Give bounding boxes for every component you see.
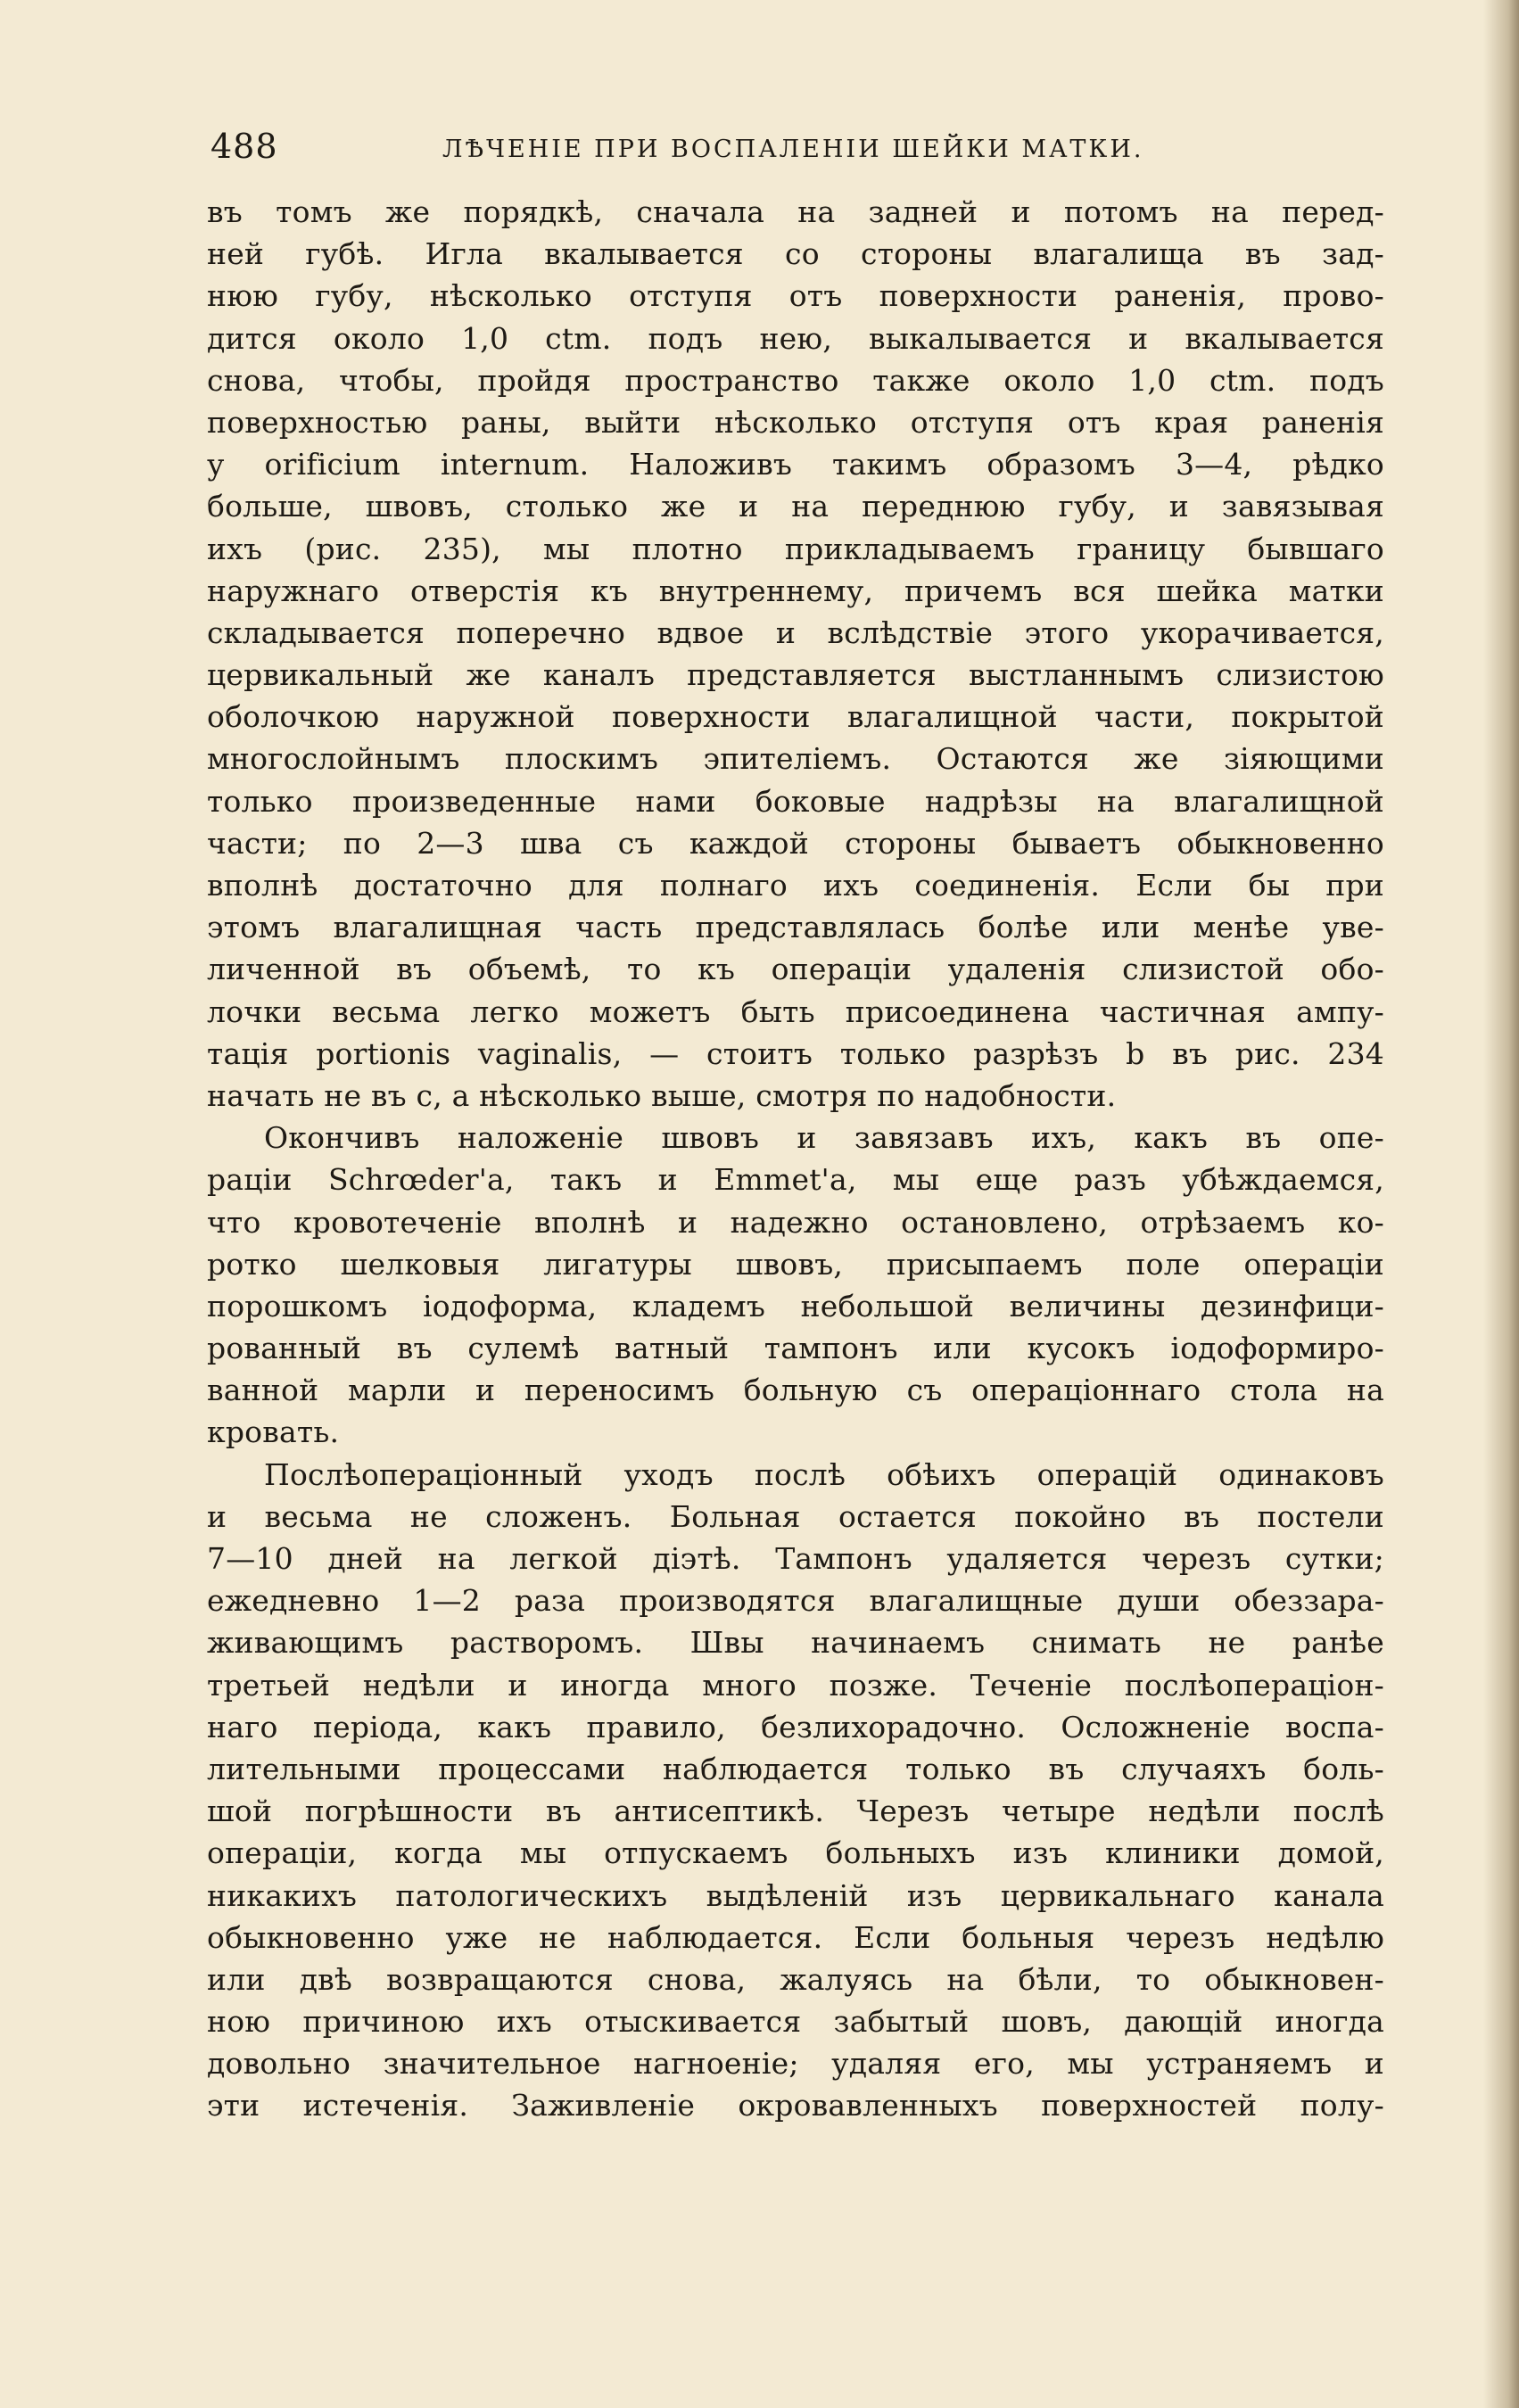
text-line: нюю губу, нѣсколько отступя отъ поверхности раненія, прово- [207,278,1384,314]
text-line: ней губѣ. Игла вкалывается со стороны влагалища въ зад- [207,236,1384,272]
running-title: ЛѢЧЕНІЕ ПРИ ВОСПАЛЕНІИ ШЕЙКИ МАТКИ. [442,136,1144,163]
text-line: только произведенные нами боковые надрѣзы на влагалищной [207,783,1384,819]
text-line: шой погрѣшности въ антисептикѣ. Черезъ четыре недѣли послѣ [207,1794,1384,1829]
text-line: раціи Schrœder'а, такъ и Emmet'а, мы еще разъ убѣждаемся, [207,1162,1384,1198]
text-line: наго періода, какъ правило, безлихорадочно. Осложненіе воспа- [207,1709,1384,1744]
text-line: лочки весьма легко можетъ быть присоединена частичная ампу- [207,994,1384,1029]
text-line: многослойнымъ плоскимъ эпителіемъ. Остаются же зіяющими [207,741,1384,777]
text-line: вполнѣ достаточно для полнаго ихъ соединенія. Если бы при [207,868,1384,903]
text-line: эти истеченія. Заживленіе окровавленныхъ поверхностей полу- [207,2088,1384,2123]
text-line: въ томъ же порядкѣ, сначала на задней и потомъ на перед- [207,194,1384,229]
text-line: Окончивъ наложеніе швовъ и завязавъ ихъ, какъ въ опе- [264,1120,1384,1156]
text-line: больше, швовъ, столько же и на переднюю губу, и завязывая [207,489,1384,524]
text-line: и весьма не сложенъ. Больная остается покойно въ постели [207,1498,1384,1534]
text-line: 7—10 дней на легкой діэтѣ. Тампонъ удаляется черезъ сутки; [207,1541,1384,1576]
text-line: снова, чтобы, пройдя пространство также около 1,0 ctm. подъ [207,362,1384,398]
text-line: начать не въ c, а нѣсколько выше, смотря по надобности. [207,1077,1117,1113]
text-line: у orificium internum. Наложивъ такимъ образомъ 3—4, рѣдко [207,447,1384,482]
page-number: 488 [211,127,278,166]
text-line: этомъ влагалищная часть представлялась болѣе или менѣе уве- [207,910,1384,945]
text-line: довольно значительное нагноеніе; удаляя его, мы устраняемъ и [207,2046,1384,2082]
text-line: тація portionis vaginalis, — стоитъ только разрѣзъ b въ рис. 234 [207,1035,1384,1071]
text-line: третьей недѣли и иногда много позже. Теченіе послѣопераціон- [207,1667,1384,1703]
text-line: поверхностью раны, выйти нѣсколько отступя отъ края раненія [207,404,1384,440]
text-line: ною причиною ихъ отыскивается забытый шовъ, дающій иногда [207,2004,1384,2040]
text-line: Послѣопераціонный уходъ послѣ обѣихъ операцій одинаковъ [264,1456,1384,1492]
text-line: никакихъ патологическихъ выдѣленій изъ цервикальнаго канала [207,1877,1384,1913]
text-line: наружнаго отверстія къ внутреннему, причемъ вся шейка матки [207,573,1384,608]
text-line: части; по 2—3 шва съ каждой стороны бываетъ обыкновенно [207,825,1384,861]
text-line: цервикальный же каналъ представляется выстланнымъ слизистою [207,657,1384,693]
text-line: рованный въ сулемѣ ватный тампонъ или кусокъ іодоформиро- [207,1331,1384,1366]
text-line: лительными процессами наблюдается только въ случаяхъ боль- [207,1751,1384,1786]
text-line: складывается поперечно вдвое и вслѣдствіе этого укорачивается, [207,614,1384,650]
page-edge-shadow [1483,0,1519,2408]
text-line: кровать. [207,1414,340,1450]
text-line: ихъ (рис. 235), мы плотно прикладываемъ границу бывшаго [207,531,1384,566]
text-line: ванной марли и переносимъ больную съ операціоннаго стола на [207,1373,1384,1408]
page-header [211,127,1388,171]
text-line: обыкновенно уже не наблюдается. Если больныя черезъ недѣлю [207,1919,1384,1955]
text-line: ротко шелковыя лигатуры швовъ, присыпаемъ поле операціи [207,1246,1384,1282]
text-line: что кровотеченіе вполнѣ и надежно остановлено, отрѣзаемъ ко- [207,1204,1384,1240]
text-line: операціи, когда мы отпускаемъ больныхъ изъ клиники домой, [207,1835,1384,1871]
text-line: или двѣ возвращаются снова, жалуясь на бѣли, то обыкновен- [207,1961,1384,1997]
text-line: порошкомъ іодоформа, кладемъ небольшой величины дезинфици- [207,1288,1384,1324]
text-line: живающимъ растворомъ. Швы начинаемъ снимать не ранѣе [207,1625,1384,1661]
text-line: ежедневно 1—2 раза производятся влагалищные души обеззара- [207,1583,1384,1619]
text-line: дится около 1,0 ctm. подъ нею, выкалывается и вкалывается [207,320,1384,356]
body-text [207,191,1384,2127]
text-line: оболочкою наружной поверхности влагалищной части, покрытой [207,699,1384,735]
text-line: личенной въ объемѣ, то къ операціи удаленія слизистой обо- [207,952,1384,987]
